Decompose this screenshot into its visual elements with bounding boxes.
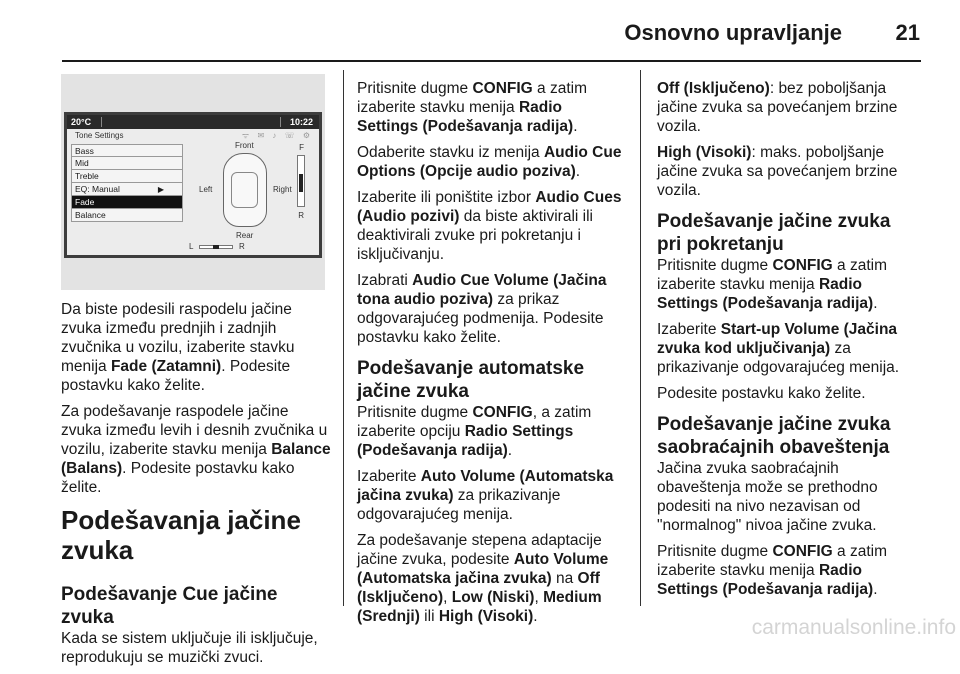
text-column-3 (657, 79, 919, 606)
column-divider (640, 70, 641, 606)
infotainment-screen (64, 112, 322, 258)
paragraph: Da biste podesili raspodelu jačine zvuka između prednjih i zadnjih zvučnika u vozilu, izaberite stavku menija Fade (Zatamni). Podesite postavku kako želite. (61, 301, 295, 394)
chevron-right-icon: ▶ (157, 185, 164, 194)
paragraph: Odaberite stavku iz menija Audio Cue Options (Opcije audio poziva). (357, 144, 622, 180)
paragraph: Pritisnite dugme CONFIG a zatim izaberite stavku menija Radio Settings (Podešavanja radija). (657, 543, 887, 598)
subsection-heading: Podešavanje jačine zvuka pri pokretanju (657, 211, 891, 255)
menu-item-mid[interactable]: Mid (71, 157, 183, 170)
paragraph: Izaberite ili poništite izbor Audio Cues (Audio pozivi) da biste aktivirali ili deaktivirali zvuke pri pokretanju i isključivanju. (357, 189, 622, 263)
balance-slider[interactable] (199, 245, 233, 249)
screen-title: Tone Settings (75, 131, 124, 140)
label-rear: Rear (236, 231, 254, 240)
menu-item-bass[interactable]: Bass (71, 144, 183, 157)
subsection-heading: Podešavanje jačine zvuka saobraćajnih obaveštenja (657, 414, 891, 458)
section-heading: Podešavanja jačine zvuka (61, 505, 301, 565)
paragraph: High (Visoki): maks. poboljšanje jačine zvuka sa povećanjem brzine vozila. (657, 144, 898, 199)
paragraph: Za podešavanje raspodele jačine zvuka između levih i desnih zvučnika u vozilu, izaberite stavku menija Balance (Balans). Podesite postavku kako želite. (61, 403, 331, 496)
tone-settings-illustration (61, 74, 325, 290)
menu-item-eq[interactable]: EQ: Manual ▶ (71, 183, 183, 196)
subsection-heading: Podešavanje Cue jačine zvuka (61, 584, 278, 628)
label-front: Front (235, 141, 254, 150)
header-rule (62, 60, 921, 62)
tone-menu (71, 144, 183, 222)
fade-slider[interactable] (297, 155, 305, 207)
label-right: Right (273, 185, 292, 194)
text-column-2 (357, 79, 627, 633)
paragraph: Izaberite Start-up Volume (Jačina zvuka kod uključivanja) za prikazivanje odgovarajućeg menija. (657, 321, 900, 376)
text-column-1 (61, 300, 331, 674)
paragraph: Pritisnite dugme CONFIG a zatim izaberite stavku menija Radio Settings (Podešavanja radija). (357, 80, 587, 135)
label-r: R (298, 211, 304, 220)
paragraph: Pritisnite dugme CONFIG a zatim izaberite stavku menija Radio Settings (Podešavanja radija). (657, 257, 887, 312)
car-icon[interactable] (223, 153, 267, 227)
subsection-heading: Podešavanje automatske jačine zvuka (357, 358, 585, 402)
menu-item-treble[interactable]: Treble (71, 170, 183, 183)
page-title: Osnovno upravljanje (624, 20, 842, 45)
menu-item-balance[interactable]: Balance (71, 209, 183, 222)
temperature-readout: 20°C (71, 117, 92, 127)
screen-status-bar (67, 115, 319, 129)
paragraph: Podesite postavku kako želite. (657, 385, 866, 402)
label-left: Left (199, 185, 213, 194)
page-number: 21 (895, 20, 920, 45)
column-divider (343, 70, 344, 606)
label-r2: R (239, 242, 245, 251)
paragraph: Izabrati Audio Cue Volume (Jačina tona audio poziva) za prikaz odgovarajućeg podmenija. Podesite postavku kako želite. (357, 272, 607, 346)
paragraph: Jačina zvuka saobraćajnih obaveštenja može se prethodno podesiti na nivo nezavisan od "normalnog" nivoa jačine zvuka. (657, 460, 878, 534)
watermark: carmanualsonline.info (751, 616, 956, 639)
label-l: L (189, 242, 194, 251)
paragraph: Off (Isključeno): bez poboljšanja jačine zvuka sa povećanjem brzine vozila. (657, 80, 898, 135)
clock-readout: 10:22 (289, 117, 313, 127)
status-icons: ᯤ ✉ ♪ ☏ ⚙ (241, 131, 313, 140)
paragraph: Kada se sistem uključuje ili isključuje, reprodukuju se muzički zvuci. (61, 630, 318, 666)
menu-item-fade[interactable]: Fade (71, 196, 183, 209)
paragraph: Za podešavanje stepena adaptacije jačine zvuka, podesite Auto Volume (Automatska jačina zvuka) na Off (Isključeno), Low (Niski), Medium (Srednji) ili High (Visoki). (357, 532, 609, 625)
speaker-balance-diagram (185, 141, 313, 253)
paragraph: Pritisnite dugme CONFIG, a zatim izaberite opciju Radio Settings (Podešavanja radija). (357, 404, 592, 459)
paragraph: Izaberite Auto Volume (Automatska jačina zvuka) za prikazivanje odgovarajućeg menija. (357, 468, 614, 523)
page-header (0, 0, 960, 62)
label-f: F (299, 143, 304, 152)
